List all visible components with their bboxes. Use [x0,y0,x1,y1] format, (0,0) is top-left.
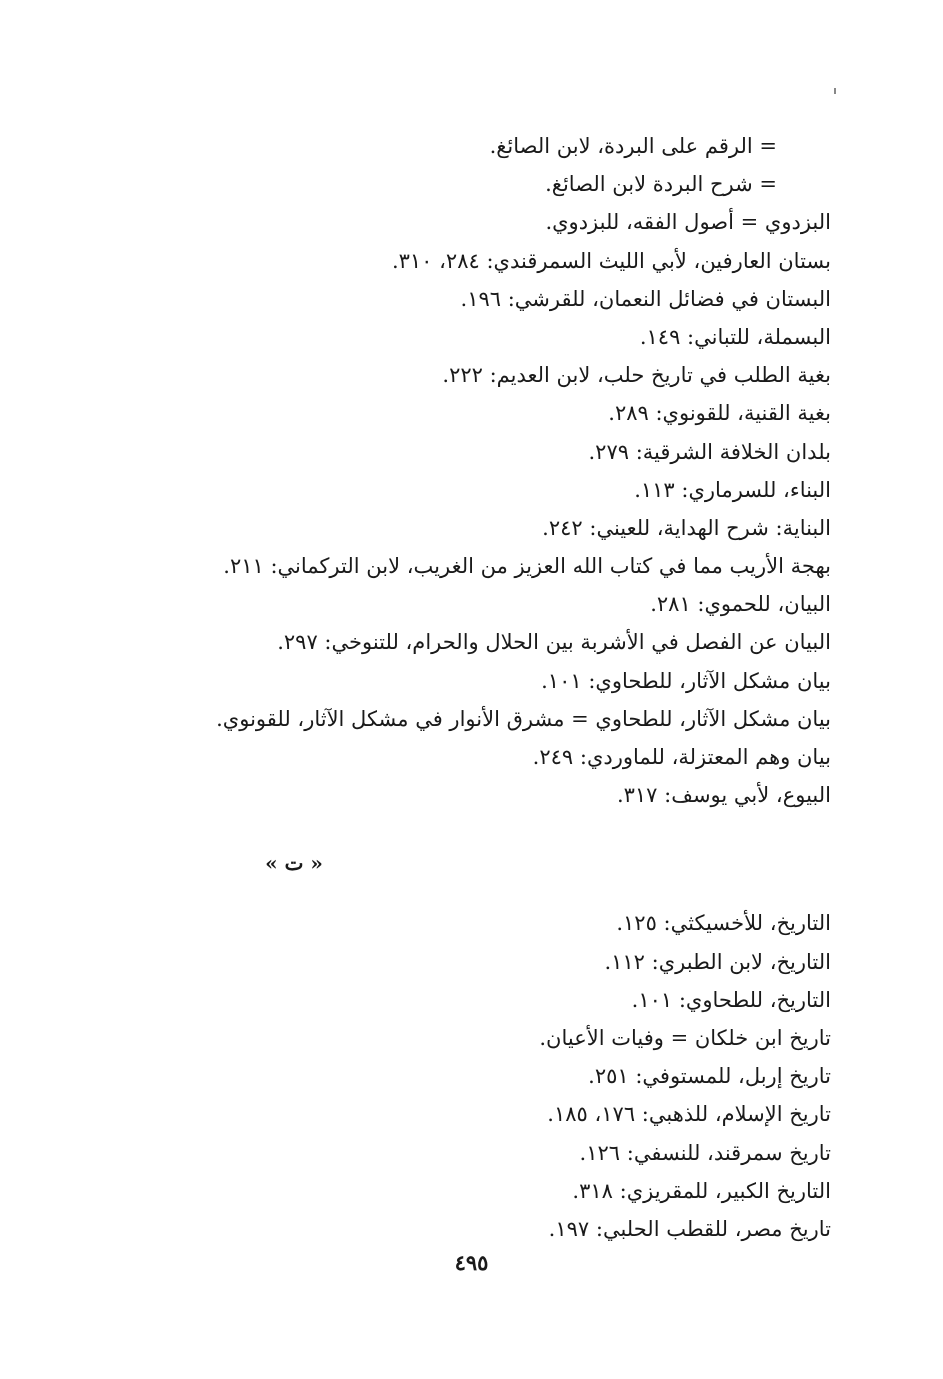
index-entry: البناء، للسرماري: ١١٣. [634,477,831,502]
index-entry: بهجة الأريب مما في كتاب الله العزيز من الغريب، لابن التركماني: ٢١١. [223,554,831,579]
index-entry: بيان مشكل الآثار، للطحاوي: ١٠١. [541,668,831,693]
index-column [71,127,831,1248]
index-entry: = الرقم على البردة، لابن الصائغ. [489,134,777,158]
index-entry: بستان العارفين، لأبي الليث السمرقندي: ٢٨٤، ٣١٠. [391,248,831,273]
index-entry: تاريخ ابن خلكان = وفيات الأعيان. [539,1025,831,1050]
index-entry: التاريخ، لابن الطبري: ١١٢. [604,949,831,974]
index-entry: البناية: شرح الهداية، للعيني: ٢٤٢. [542,515,831,540]
index-entry: البيان، للحموي: ٢٨١. [650,592,831,617]
index-entry: البيوع، لأبي يوسف: ٣١٧. [616,783,831,808]
index-entry: البستان في فضائل النعمان، للقرشي: ١٩٦. [460,286,831,311]
index-entry: البزدوي = أصول الفقه، للبزدوي. [545,210,831,235]
index-entry: = شرح البردة لابن الصائغ. [545,172,777,197]
index-list-ta [71,904,831,1248]
index-entry: تاريخ سمرقند، للنسفي: ١٢٦. [579,1140,831,1165]
index-entry: بغية القنية، للقونوي: ٢٨٩. [608,401,831,426]
index-entry: بلدان الخلافة الشرقية: ٢٧٩. [588,439,831,464]
index-entry: التاريخ، للطحاوي: ١٠١. [631,987,831,1012]
index-entry: التاريخ الكبير، للمقريزي: ٣١٨. [572,1178,831,1203]
index-entry: تاريخ مصر، للقطب الحلبي: ١٩٧. [548,1216,831,1241]
page-number: ٤٩٥ [454,1250,489,1275]
index-list-ba [71,127,831,814]
index-entry: بغية الطلب في تاريخ حلب، لابن العديم: ٢٢٢. [442,363,831,388]
index-entry: التاريخ، للأخسيكثي: ١٢٥. [616,911,831,936]
index-entry: بيان وهم المعتزلة، للماوردي: ٢٤٩. [532,745,831,769]
index-entry: البسملة، للتباني: ١٤٩. [639,324,831,349]
section-heading-ta: « ت » [265,851,323,876]
scan-speck [834,88,836,94]
index-entry: تاريخ الإسلام، للذهبي: ١٧٦، ١٨٥. [547,1102,831,1127]
index-entry: بيان مشكل الآثار، للطحاوي = مشرق الأنوار في مشكل الآثار، للقونوي. [216,706,831,731]
index-entry: البيان عن الفصل في الأشربة بين الحلال والحرام، للتنوخي: ٢٩٧. [277,630,831,655]
index-entry: تاريخ إربل، للمستوفي: ٢٥١. [588,1064,831,1089]
